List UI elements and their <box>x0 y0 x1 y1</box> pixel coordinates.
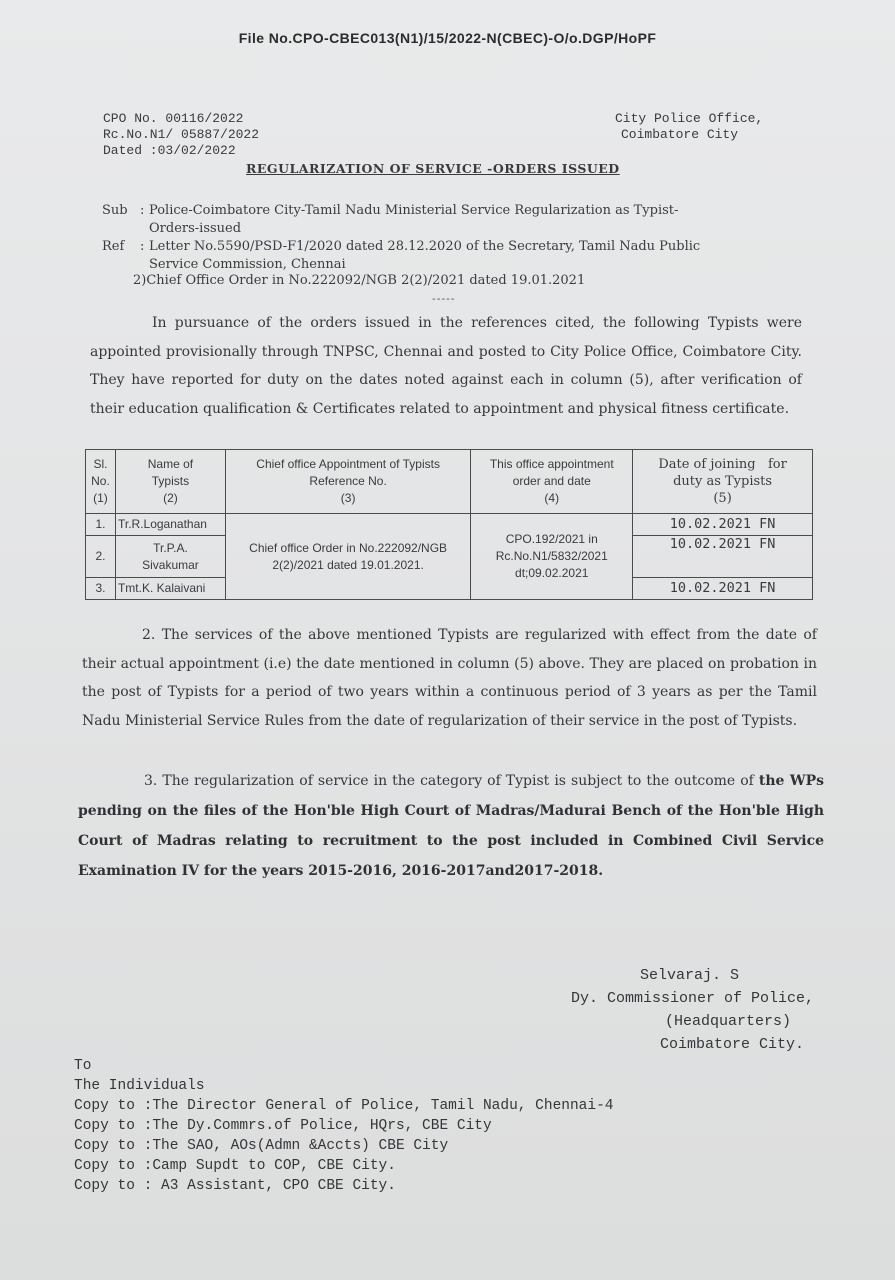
rc-number: Rc.No.N1/ 05887/2022 <box>103 127 260 142</box>
sub-colon: : <box>140 203 145 218</box>
order-title: REGULARIZATION OF SERVICE -ORDERS ISSUED <box>246 161 620 176</box>
paragraph-2: 2. The services of the above mentioned Typists are regularized with effect from the date of their actual appointment (i.e) the date mentioned in column (5) above. They are placed on probation in the post of Typists for a period of two years within a continuous period of 3 years as per the Tamil Nadu Ministerial Service Rules from the date of regularization of their service in the post of Typists. <box>82 627 817 729</box>
signatory-designation: Dy. Commissioner of Police, <box>571 990 815 1007</box>
signatory-name: Selvaraj. S <box>640 967 740 984</box>
sub-line-2: Orders-issued <box>149 221 242 236</box>
paragraph-3 <box>78 766 824 886</box>
ref-line-3: 2)Chief Office Order in No.222092/NGB 2(2)/2021 dated 19.01.2021 <box>133 273 586 288</box>
row-1-sl: 1. <box>86 514 116 536</box>
ref-colon: : <box>140 239 145 254</box>
distribution-list <box>74 1056 614 1196</box>
copy-to-item: Copy to :The Dy.Commrs.of Police, HQrs, CBE City <box>74 1118 492 1134</box>
ref-label: Ref <box>102 239 125 254</box>
ref-line-1: Letter No.5590/PSD-F1/2020 dated 28.12.2020 of the Secretary, Tamil Nadu Public <box>149 239 701 254</box>
row-2-name: Tr.P.A. Sivakumar <box>115 536 225 578</box>
paragraph-1: In pursuance of the orders issued in the references cited, the following Typists were appointed provisionally through TNPSC, Chennai and posted to City Police Office, Coimbatore City. They have reported for duty on the dates noted against each in column (5), after verification of their education qualification & Certificates related to appointment and physical fitness certificate. <box>90 315 802 417</box>
row-1-date: 10.02.2021 FN <box>633 514 813 536</box>
sub-label: Sub <box>102 203 128 218</box>
office-city: Coimbatore City <box>621 127 739 142</box>
header-name: Name of Typists (2) <box>115 450 225 514</box>
row-1-name: Tr.R.Loganathan <box>115 514 225 536</box>
to-recipient: The Individuals <box>74 1078 205 1094</box>
to-label: To <box>74 1058 92 1074</box>
separator: ----- <box>432 292 456 305</box>
typists-table <box>85 449 813 600</box>
ref-line-2: Service Commission, Chennai <box>149 257 346 272</box>
signature-block <box>560 964 814 1056</box>
signatory-city: Coimbatore City. <box>660 1036 805 1053</box>
copy-to-item: Copy to :The Director General of Police, Tamil Nadu, Chennai-4 <box>74 1098 614 1114</box>
copy-to-item: Copy to :Camp Supdt to COP, CBE City. <box>74 1158 396 1174</box>
chief-office-reference: Chief office Order in No.222092/NGB 2(2)/2021 dated 19.01.2021. <box>225 514 470 600</box>
paragraph-3-text: 3. The regularization of service in the category of Typist is subject to the outcome of <box>144 773 754 789</box>
table-header-row <box>86 450 813 514</box>
header-date-joining: Date of joining for duty as Typists (5) <box>633 450 813 514</box>
office-name: City Police Office, <box>615 111 764 126</box>
row-2-sl: 2. <box>86 536 116 578</box>
row-3-sl: 3. <box>86 578 116 600</box>
office-address <box>615 111 763 143</box>
office-appointment-order: CPO.192/2021 in Rc.No.N1/5832/2021 dt;09.02.2021 <box>471 514 633 600</box>
reference-block <box>103 111 259 159</box>
dated: Dated :03/02/2022 <box>103 143 236 158</box>
table-row <box>86 514 813 536</box>
sub-line-1: Police-Coimbatore City-Tamil Nadu Ministerial Service Regularization as Typist- <box>149 203 679 218</box>
paragraph-3-bold: the WPs pending on the files of the Hon'ble High Court of Madras/Madurai Bench of the Hon'ble High Court of Madras relating to recruitment to the post included in Combined Civil Service Examination IV for the years 2015-2016, 2016-2017and2017-2018. <box>78 773 825 879</box>
signatory-dept: (Headquarters) <box>665 1013 792 1030</box>
row-2-date: 10.02.2021 FN <box>633 536 813 578</box>
copy-to-item: Copy to :The SAO, AOs(Admn &Accts) CBE City <box>74 1138 449 1154</box>
cpo-number: CPO No. 00116/2022 <box>103 111 244 126</box>
header-office-order: This office appointment order and date (4) <box>471 450 633 514</box>
row-3-name: Tmt.K. Kalaivani <box>115 578 225 600</box>
header-chief-ref: Chief office Appointment of Typists Reference No. (3) <box>225 450 470 514</box>
file-number: File No.CPO-CBEC013(N1)/15/2022-N(CBEC)-O/o.DGP/HoPF <box>238 30 657 46</box>
header-sl-no: Sl. No. (1) <box>86 450 116 514</box>
row-3-date: 10.02.2021 FN <box>633 578 813 600</box>
copy-to-item: Copy to : A3 Assistant, CPO CBE City. <box>74 1178 396 1194</box>
